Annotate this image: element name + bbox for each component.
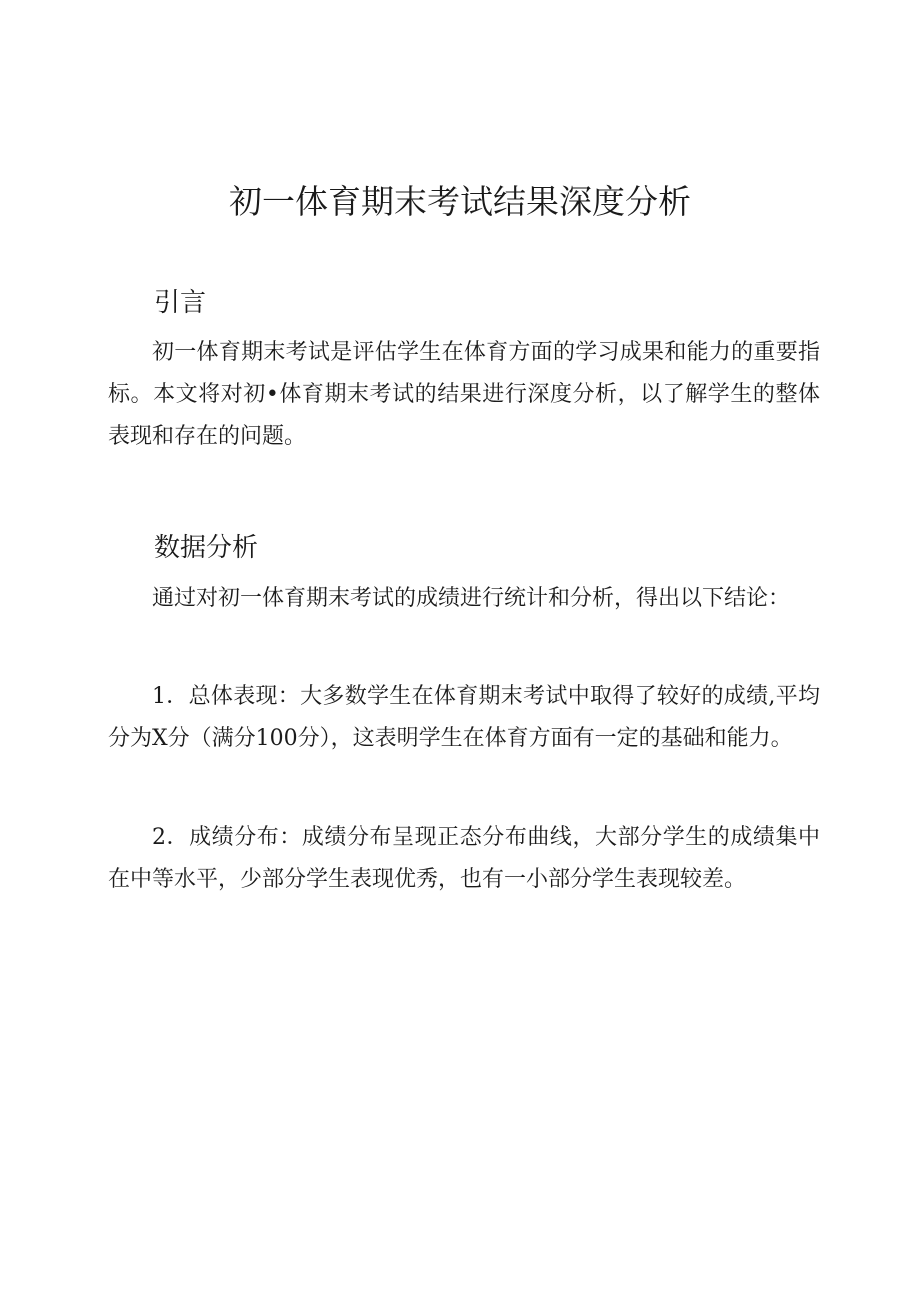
data-analysis-lead-paragraph: 通过对初一体育期末考试的成绩进行统计和分析，得出以下结论：	[152, 586, 791, 611]
section-heading-introduction: 引言	[154, 288, 207, 318]
section-heading-data-analysis: 数据分析	[154, 533, 259, 563]
introduction-paragraph: 初一体育期末考试是评估学生在体育方面的学习成果和能力的重要指标。本文将对初•体育期末考试的结果进行深度分析，以了解学生的整体表现和存在的问题。	[108, 340, 820, 449]
finding-score-distribution: 2．成绩分布：成绩分布呈现正态分布曲线，大部分学生的成绩集中在中等水平，少部分学生表现优秀，也有一小部分学生表现较差。	[108, 825, 820, 892]
document-title: 初一体育期末考试结果深度分析	[229, 182, 691, 221]
finding-overall-performance: 1．总体表现：大多数学生在体育期末考试中取得了较好的成绩,平均分为X分（满分100分），这表明学生在体育方面有一定的基础和能力。	[108, 684, 820, 751]
